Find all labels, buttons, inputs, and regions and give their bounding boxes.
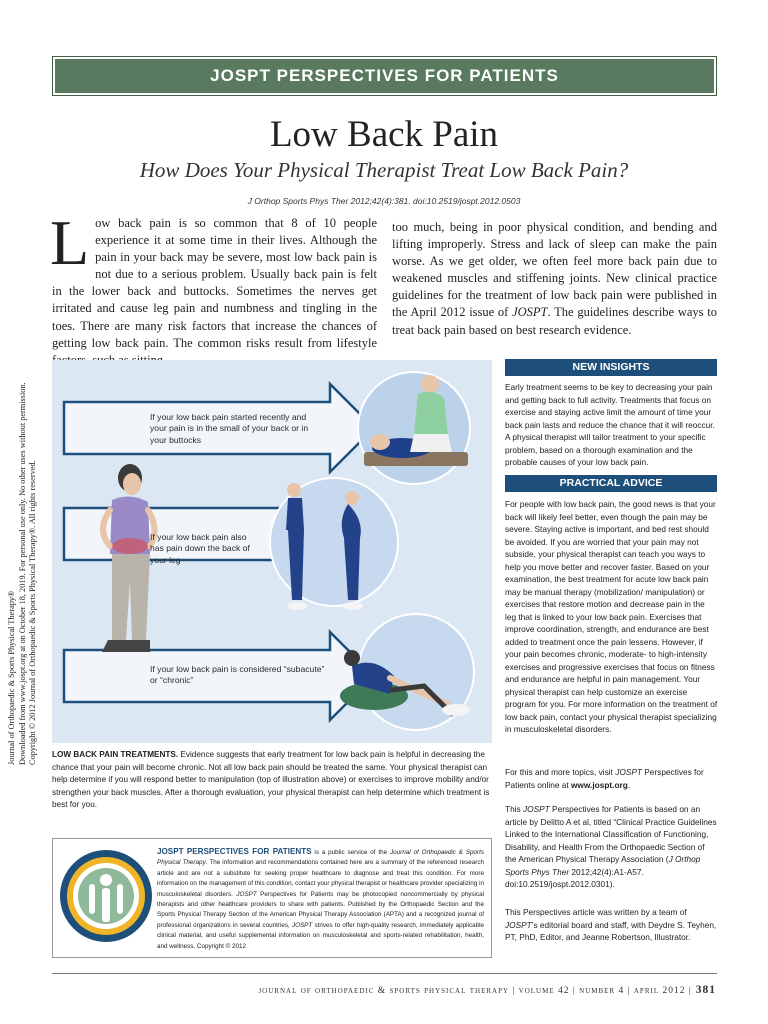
side-notice-line-3: Copyright © 2012 Journal of Orthopaedic & Sports Physical Therapy®. All rights reserved.: [28, 460, 37, 765]
about-box-t3: Perspectives for Patients may be photocopied noncommercially by physical therapists and other healthcare providers to share with patients. Published by the Orthopaedic Section and the Sports Physical Therapy Section of the American Physical Therapy Association (APTA) and a recognized journal of professional organizations in several countries,: [157, 890, 484, 929]
drop-cap: L: [50, 207, 90, 278]
page-title: Low Back Pain: [269, 114, 499, 155]
based-on-ref: J Orthop Sports Phys Ther: [505, 854, 701, 877]
based-on-c: 2012;42(4):A1-A57. doi:10.2519/jospt.2012.0301).: [505, 866, 644, 889]
about-box-t2: . The information and recommendations contained here are a summary of the referenced research article and are not a substitute for seeking proper healthcare to diagnose and treat this condition. For more information on the management of this condition, contact your physical therapist or healthcare provider specializing in musculoskeletal disorders.: [157, 859, 484, 898]
written-by-a: This Perspectives article was written by a team of: [505, 907, 687, 917]
page-number: 381: [695, 984, 716, 996]
jospt-url-link[interactable]: www.jospt.org: [570, 779, 628, 790]
page-footer: [258, 984, 716, 996]
side-copyright-notice: [7, 325, 39, 765]
caption-heading: LOW BACK PAIN TREATMENTS.: [52, 750, 179, 759]
intro-right-text: too much, being in poor physical condition, and bending and lifting improperly. Stress and lack of sleep can make the pain worse. As we get older, we often feel more back pain due to weakened muscles and stiffening joints. New clinical practice guidelines for the treatment of low back pain were published in the April 2012 issue of: [392, 220, 717, 320]
written-by-b: ’s editorial board and staff, with Deydre S. Teyhen, PT, PhD, Editor, and Jeanne Robertson, Illustrator.: [505, 919, 717, 942]
more-topics-b: Perspectives for Patients online at: [505, 767, 704, 790]
new-insights-heading: NEW INSIGHTS: [505, 359, 717, 376]
treatment-illustration: [52, 360, 492, 743]
page-subtitle: How Does Your Physical Therapist Treat Low Back Pain?: [139, 158, 629, 182]
practical-advice-heading: PRACTICAL ADVICE: [505, 475, 717, 492]
arrow-1-text: If your low back pain started recently and your pain is in the small of your back or in your buttocks: [150, 412, 309, 445]
footer-divider: [52, 973, 717, 974]
written-by-journal: JOSPT: [505, 919, 532, 930]
about-box-t4: strives to offer high-quality research, immediately applicable clinical material, and useful supplemental information on musculoskeletal and sports-related rehabilitation, health, and wellness. Copyright © 2012: [157, 921, 484, 950]
practical-advice-text: For people with low back pain, the good news is that your back will likely feel better, even though the pain may be severe. Staying active is important, and bed rest should be avoided. If you are worried that your pain may not subside, your physical therapist can teach you ways to help you move better and recover faster. Based on your examination, the best treatment for acute low back pain may be manual therapy (mobilization/ manipulation) or exercises that restore motion and decrease pain in the leg that is linked to your low back pain. Exercises that improve coordination, strength, and endurance are best added to treatment once the pain lessens. However, if your pain becomes chronic, moderate- to high-intensity exercises and progressive exercises that focus on fitness and endurance are helpful in pain management. Your physical therapist can help customize an exercise program for you. For more information on the treatment of low back pain, contact your physical therapist specializing in musculoskeletal disorders.: [505, 499, 718, 734]
based-on-a: This: [505, 804, 523, 814]
jospt-logo: [58, 848, 154, 944]
arrow-2-text: If your low back pain also has pain down the back of your leg: [150, 532, 250, 565]
about-box-journal: Journal of Orthopaedic & Sports Physical Therapy: [157, 849, 485, 867]
more-topics-text: [505, 766, 718, 791]
about-box-heading: JOSPT PERSPECTIVES FOR PATIENTS: [157, 847, 312, 856]
based-on-text: [505, 803, 718, 891]
about-box-text: [157, 847, 484, 952]
written-by-text: [505, 906, 718, 944]
more-topics-a: For this and more topics, visit: [505, 767, 616, 777]
intro-column-left: [50, 207, 377, 369]
arrow-3-text: If your low back pain is considered “subacute” or “chronic”: [150, 664, 325, 686]
extension-exercise-scene: [270, 478, 398, 610]
journal-name: JOSPT: [512, 305, 548, 320]
manipulation-scene: [358, 372, 470, 484]
about-box-jospt-2: JOSPT: [291, 921, 313, 929]
intro-column-right: [392, 219, 717, 339]
new-insights-text: Early treatment seems to be key to decreasing your pain and getting back to full activity. Treatments that focus on exercise and staying active limit the amount of time your back pain lasts and reduce the chance that it will reoccur. A physical therapist will tailor treatment to your specific problem, based on a thorough examination and the probable causes of your low back pain.: [505, 382, 715, 467]
more-topics-journal: JOSPT: [615, 767, 642, 777]
intro-left-text: ow back pain is so common that 8 of 10 people experience it at some time in their lives. Although the pain in your back may be severe, most low back pain is not due to a serious problem. Usually back pain is felt in the lower back and buttocks. Sometimes the nerves get irritated and cause leg pain and numbness and tingling in the toes. There are many risk factors that increase the chances of getting low back pain. The common risks result from lifestyle: [52, 216, 377, 350]
side-notice-line-2: Downloaded from www.jospt.org at on October 18, 2019. For personal use only. No other uses without permission.: [17, 382, 27, 765]
more-topics-c: .: [627, 779, 631, 790]
intro-right-text-end: . The guidelines describe ways to treat back pain based on best research evidence.: [392, 305, 717, 337]
footer-text: journal of orthopaedic & sports physical therapy | volume 42 | number 4 | april 2012 |: [258, 986, 692, 996]
based-on-b: Perspectives for Patients is based on an article by Delitto A et al, titled “Clinical Practice Guidelines Linked to the International Classification of Functioning, Disability, and Health From the Orthopaedic Section of the American Physical Therapy Association (: [505, 804, 717, 864]
illustration-caption: [52, 749, 492, 812]
about-box-jospt: JOSPT: [236, 890, 257, 898]
based-on-journal: JOSPT: [522, 804, 550, 814]
side-notice-line-1: Journal of Orthopaedic & Sports Physical Therapy®: [7, 590, 16, 765]
ball-exercise-scene: [340, 614, 474, 730]
caption-text: Evidence suggests that early treatment for low back pain is helpful in decreasing the chance that your pain will become chronic. Not all low back pain should be treated the same. Your physical therapist can help determine if you will respond better to manipulation (top of illustration above) or exercises to improve mobility and/or strengthen your back muscles. After a thorough evaluation, your physical therapist can help determine which treatment is best for you.: [52, 750, 490, 809]
about-box-t1: is a public service of the: [311, 849, 390, 856]
citation: J Orthop Sports Phys Ther 2012;42(4):381. doi:10.2519/jospt.2012.0503: [247, 196, 521, 206]
header-banner: JOSPT PERSPECTIVES FOR PATIENTS: [55, 59, 714, 93]
header-banner-frame: [52, 56, 717, 96]
